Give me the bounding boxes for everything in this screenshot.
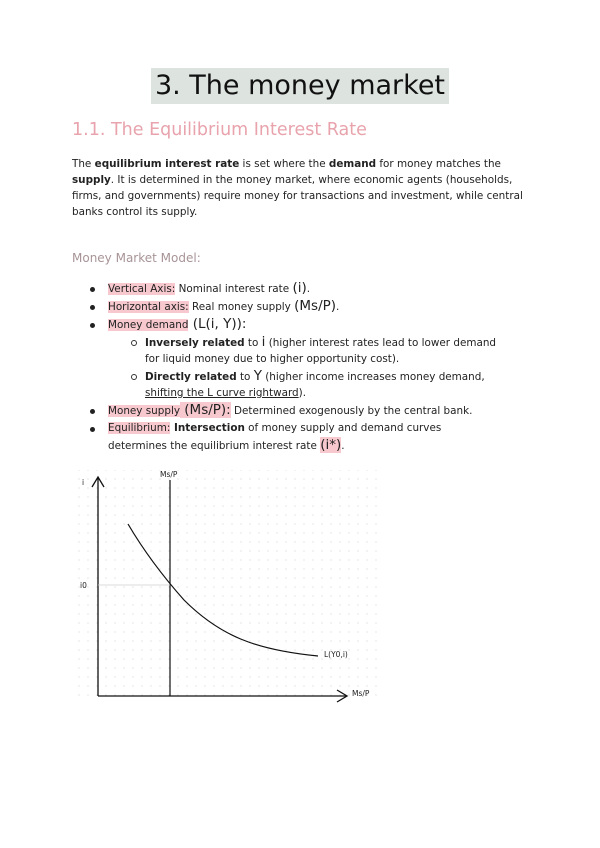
dot-grid	[72, 470, 380, 702]
sub-item-directly	[72, 368, 542, 385]
sub-item-text: for liquid money due to higher opportunity cost).	[145, 353, 400, 365]
bullet-icon	[90, 427, 95, 432]
item-text: .	[336, 301, 340, 313]
demand-curve-label: L(Y0,i)	[324, 650, 348, 659]
list-item-text	[108, 420, 441, 437]
symbol: (Ms/P):	[179, 402, 231, 418]
item-text: ).	[298, 387, 306, 399]
bold-text: Intersection	[170, 422, 245, 434]
underlined-text: shifting the L curve rightward	[145, 387, 299, 399]
circle-bullet-icon	[131, 374, 137, 380]
symbol: (i)	[292, 280, 307, 296]
intro-paragraph	[72, 156, 532, 220]
x-axis-label: Ms/P	[352, 689, 370, 698]
y-axis-label: i	[82, 478, 85, 487]
highlight-label: Money supply	[108, 405, 180, 417]
bold-text: Inversely related	[145, 337, 245, 349]
list-item-text	[108, 316, 246, 334]
bold-text: Directly related	[145, 371, 237, 383]
symbol: i	[261, 334, 266, 350]
highlight-label: Vertical Axis:	[108, 283, 176, 295]
item-text: determines the equilibrium interest rate	[108, 440, 321, 452]
bullet-icon	[90, 409, 95, 414]
model-list	[72, 280, 542, 455]
list-item-money-demand	[72, 316, 542, 334]
list-item-equilibrium	[72, 420, 542, 437]
item-text: .	[306, 283, 311, 295]
bullet-icon	[90, 305, 95, 310]
intro-text: is set where the	[239, 158, 329, 170]
list-item-vertical-axis	[72, 280, 542, 298]
list-item-money-supply	[72, 402, 542, 420]
intro-bold-equilibrium: equilibrium interest rate	[94, 158, 240, 170]
circle-bullet-icon	[131, 340, 137, 346]
item-text: .	[341, 440, 345, 452]
symbol: (i*)	[320, 437, 342, 453]
list-item-text	[108, 280, 310, 298]
sub-item-directly-cont	[72, 385, 542, 402]
list-item-text	[108, 437, 345, 455]
diagram-svg	[60, 460, 390, 710]
symbol: Y	[253, 368, 262, 384]
item-text: (higher interest rates lead to lower demand	[265, 337, 497, 349]
item-text: Determined exogenously by the central bank.	[230, 405, 473, 417]
intro-text: . It is determined in the money market, where economic agents (households, firms, and governments) require money for transactions and investment, while central banks control its supply.	[72, 174, 523, 218]
subheading: Money Market Model:	[72, 251, 201, 265]
list-item-horizontal-axis	[72, 298, 542, 316]
intro-text: for money matches the	[376, 158, 501, 170]
bullet-icon	[90, 323, 95, 328]
equilibrium-rate-label: i0	[80, 581, 87, 590]
sub-item-text	[145, 385, 306, 402]
bullet-icon	[90, 287, 95, 292]
sub-item-text	[145, 368, 485, 386]
item-text: to	[236, 371, 254, 383]
money-market-diagram	[60, 460, 390, 710]
highlight-label: Money demand	[108, 319, 189, 331]
page-title: 3. The money market	[151, 68, 449, 104]
item-text: to	[244, 337, 262, 349]
intro-text: The	[72, 158, 95, 170]
sub-item-inversely-cont	[72, 351, 542, 368]
intro-bold-demand: demand	[328, 158, 377, 170]
item-text: of money supply and demand curves	[244, 422, 442, 434]
item-text: Nominal interest rate	[175, 283, 293, 295]
supply-curve-label: Ms/P	[160, 470, 178, 479]
section-heading: 1.1. The Equilibrium Interest Rate	[72, 120, 367, 140]
list-item-equilibrium-cont	[72, 437, 542, 455]
list-item-text	[108, 298, 339, 316]
sub-item-inversely	[72, 334, 542, 351]
item-text: (higher income increases money demand,	[261, 371, 485, 383]
list-item-text	[108, 402, 472, 420]
intro-bold-supply: supply	[72, 174, 111, 186]
sub-item-text	[145, 334, 496, 352]
highlight-label: Horizontal axis:	[108, 301, 189, 313]
symbol: (Ms/P)	[294, 298, 337, 314]
highlight-label: Equilibrium:	[108, 422, 171, 434]
item-text: Real money supply	[188, 301, 295, 313]
symbol: (L(i, Y)):	[188, 316, 247, 332]
title-wrap	[0, 68, 600, 104]
